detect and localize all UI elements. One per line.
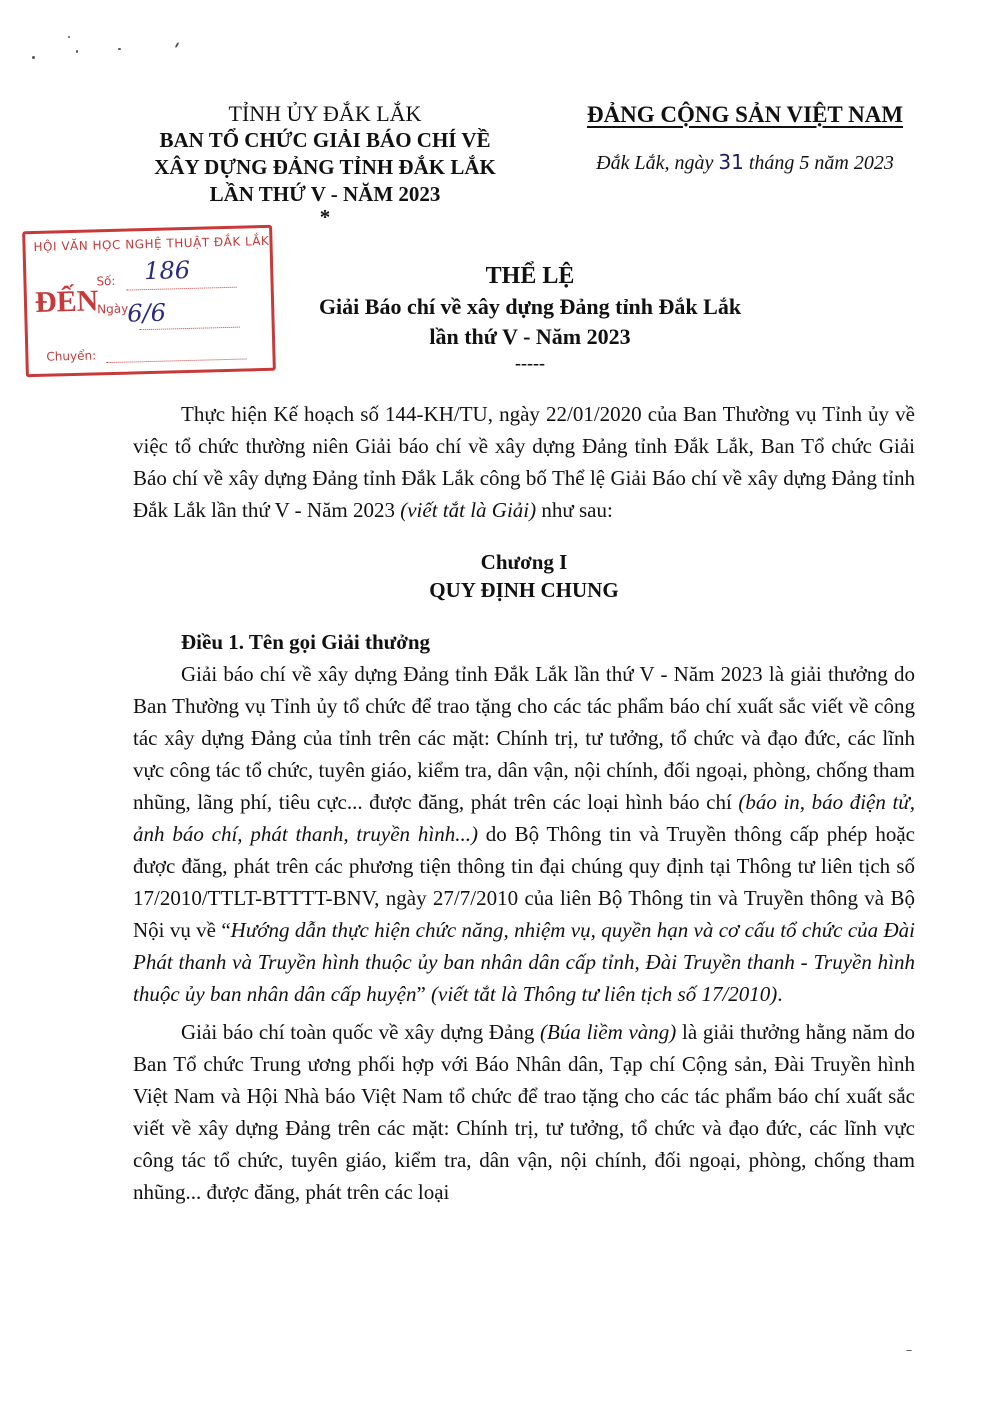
document-body	[133, 398, 915, 1208]
intro-italic: (viết tắt là Giải)	[400, 498, 537, 522]
title-line3: lần thứ V - Năm 2023	[429, 324, 631, 349]
p1-italic-f: (viết tắt là Thông tư liên tịch số 17/2010)	[431, 982, 778, 1006]
chapter-name: QUY ĐỊNH CHUNG	[429, 578, 619, 602]
issuer-province: TỈNH ỦY ĐẮK LẮK	[228, 101, 422, 126]
document-title	[0, 260, 1000, 374]
stamp-date-label: Ngày	[97, 301, 129, 317]
issuer-block	[130, 100, 520, 229]
article-paragraph-1	[133, 658, 915, 1010]
p1-italic-b: (báo in, báo điện tử, ảnh báo chí, phát thanh, truyền hình...)	[133, 790, 915, 846]
p2-text-c: là giải thưởng hằng năm do Ban Tổ chức Trung ương phối hợp với Báo Nhân dân, Tạp chí Cộng sản, Đài Truyền hình Việt Nam và Hội Nhà báo Việt Nam tổ chức để trao tặng cho các tác phẩm báo chí xuất sắc viết về xây dựng Đảng trên các mặt: Chính trị, tư tưởng, tổ chức và đạo đức, các lĩnh vực công tác tổ chức, tuyên giáo, kiểm tra, dân vận, nội chính, đối ngoại, phòng, chống tham nhũng... được đăng, phát trên các loại	[133, 1020, 915, 1204]
stamp-number-label: Số:	[96, 273, 116, 289]
date-day-handwritten: 31	[718, 150, 744, 174]
title-separator: -----	[515, 353, 545, 373]
intro-text: Thực hiện Kế hoạch số 144-KH/TU, ngày 22/01/2020 của Ban Thường vụ Tỉnh ủy về việc tổ chức thường niên Giải báo chí về xây dựng Đảng tỉnh Đắk Lắk, Ban Tổ chức Giải Báo chí về xây dựng Đảng tỉnh Đắk Lắk công bố Thể lệ Giải Báo chí về xây dựng Đảng tỉnh Đắk Lắk lần thứ V - Năm 2023	[133, 402, 915, 522]
title-main: THỂ LỆ	[485, 263, 575, 289]
p2-italic-b: (Búa liềm vàng)	[540, 1020, 677, 1044]
p1-text-a: Giải báo chí về xây dựng Đảng tỉnh Đắk Lắk lần thứ V - Năm 2023 là giải thưởng do Ban Thường vụ Tỉnh ủy tổ chức để trao tặng cho các tác phẩm báo chí xuất sắc viết về công tác xây dựng Đảng của tỉnh trên các mặt: Chính trị, tư tưởng, tổ chức và đạo đức, các lĩnh vực công tác tổ chức, tuyên giáo, kiểm tra, dân vận, nội chính, đối ngoại, phòng, chống tham nhũng, lãng phí, tiêu cực... được đăng, phát trên các loại hình báo chí	[133, 662, 915, 814]
title-line2: Giải Báo chí về xây dựng Đảng tỉnh Đắk Lắk	[318, 294, 742, 319]
stamp-org: HỘI VĂN HỌC NGHỆ THUẬT ĐẮK LẮK	[33, 233, 270, 255]
stamp-forward-label: Chuyển:	[46, 348, 97, 364]
intro-tail: như sau:	[536, 498, 613, 522]
party-name: ĐẢNG CỘNG SẢN VIỆT NAM	[586, 102, 904, 127]
p1-text-e: ”	[416, 982, 432, 1006]
p1-text-c: do Bộ Thông tin và Truyền thông cấp phép hoặc được đăng, phát trên các phương tiện thông tin đại chúng quy định tại Thông tư liên tịch số 17/2010/TTLT-BTTTT-BNV, ngày 27/7/2010 của liên Bộ Thông tin và Truyền thông và Bộ Nội vụ về “	[133, 822, 915, 942]
p1-italic-d: Hướng dẫn thực hiện chức năng, nhiệm vụ, quyền hạn và cơ cấu tổ chức của Đài Phát thanh và Truyền hình thuộc ủy ban nhân dân cấp tỉnh, Đài Truyền thanh - Truyền hình thuộc ủy ban nhân dân cấp huyện	[133, 918, 915, 1006]
intro-paragraph	[133, 398, 915, 526]
issuer-committee: BAN TỔ CHỨC GIẢI BÁO CHÍ VỀ	[159, 128, 491, 152]
stamp-incoming: ĐẾN	[34, 284, 99, 319]
national-block	[555, 102, 935, 175]
issuer-star: *	[319, 205, 331, 229]
chapter-number: Chương I	[480, 550, 568, 574]
issuer-edition: LẦN THỨ V - NĂM 2023	[209, 182, 441, 206]
stamp-date-value: 6/6	[126, 298, 167, 328]
stamp-number-value: 186	[143, 255, 191, 286]
issuer-committee-line2: XÂY DỰNG ĐẢNG TỈNH ĐẮK LẮK	[154, 155, 496, 179]
date-prefix: Đắk Lắk, ngày	[596, 152, 719, 174]
article-paragraph-2	[133, 1016, 915, 1208]
issue-date	[555, 150, 935, 175]
article-heading: Điều 1. Tên gọi Giải thưởng	[181, 630, 431, 654]
p2-text-a: Giải báo chí toàn quốc về xây dựng Đảng	[181, 1020, 541, 1044]
date-suffix: tháng 5 năm 2023	[743, 152, 894, 174]
p1-text-g: .	[777, 982, 783, 1006]
